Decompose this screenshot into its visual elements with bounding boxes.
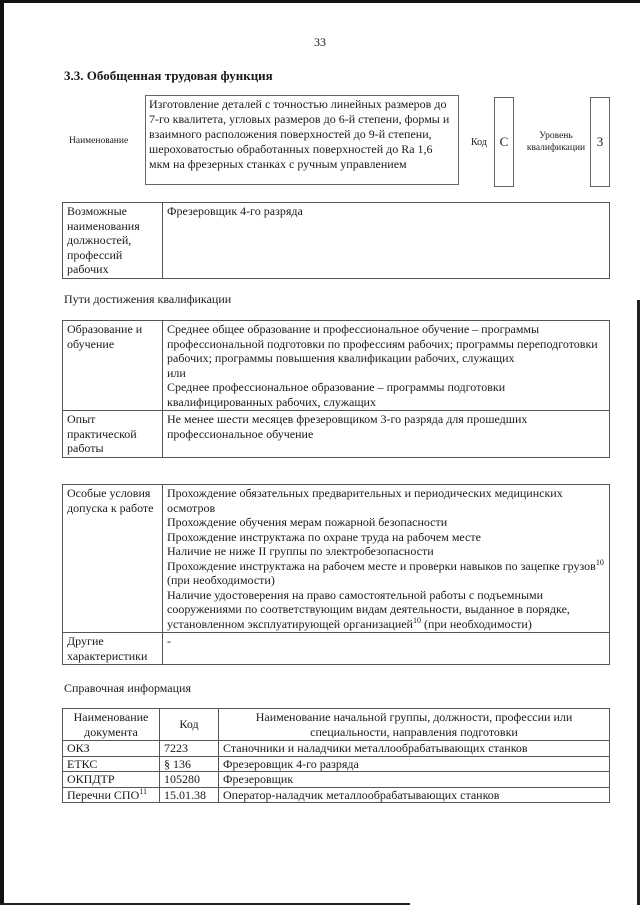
table-row xyxy=(63,787,610,803)
condition-text: Наличие удостоверения на право самостоятельной работы с подъемными сооружениями по соответствующим видам деятельности, выданное в порядке, установленном эксплуатирующей организацией xyxy=(167,587,570,631)
qualification-paths-heading: Пути достижения квалификации xyxy=(64,292,232,306)
level-label: Уровень квалификации xyxy=(526,131,586,153)
code-label: Код xyxy=(471,137,487,148)
footnote-ref: 10 xyxy=(412,615,421,625)
doc-cell: ЕТКС xyxy=(63,756,160,772)
reference-info-table xyxy=(62,708,610,803)
column-header-code: Код xyxy=(160,709,219,741)
name-cell: Станочники и наладчики металлообрабатывающих станков xyxy=(219,741,610,757)
name-cell: Фрезеровщик 4-го разряда xyxy=(219,756,610,772)
name-cell: Оператор-наладчик металлообрабатывающих станков xyxy=(219,787,610,803)
code-cell: § 136 xyxy=(160,756,219,772)
scan-border-top xyxy=(0,0,640,3)
other-characteristics-label: Другие характеристики xyxy=(63,633,163,665)
education-line: или xyxy=(167,365,186,380)
condition-line xyxy=(167,588,605,632)
table-row xyxy=(63,321,610,411)
level-box: 3 xyxy=(590,97,610,187)
condition-line xyxy=(167,559,605,588)
education-line: Среднее профессиональное образование – программы подготовки квалифицированных рабочих, служащих xyxy=(167,380,506,409)
name-cell: Фрезеровщик xyxy=(219,772,610,788)
function-name-box: Изготовление деталей с точностью линейных размеров до 7-го квалитета, угловых размеров до 6-й степени, формы и взаимного расположения поверхностей до 9-й степени, шероховатостью обработанных поверхностей до Ra 1,6 мкм на фрезерных станках с ручным управлением xyxy=(145,95,459,185)
condition-line: Прохождение обязательных предварительных и периодических медицинских осмотров xyxy=(167,486,563,515)
education-line: Среднее общее образование и профессиональное обучение – программы профессиональной подготовки по профессиям рабочих; программы переподготовки рабочих; программы повышения квалификации рабочих, служащих xyxy=(167,322,598,365)
doc-cell: ОКПДТР xyxy=(63,772,160,788)
table-row xyxy=(63,756,610,772)
table-row xyxy=(63,772,610,788)
page-number: 33 xyxy=(314,35,326,49)
footnote-ref: 10 xyxy=(595,557,604,567)
qualification-paths-table xyxy=(62,320,610,458)
doc-cell: ОКЗ xyxy=(63,741,160,757)
condition-text: Прохождение инструктажа на рабочем месте и проверки навыков по зацепке грузов xyxy=(167,558,596,573)
name-label: Наименование xyxy=(69,136,129,146)
table-header-row xyxy=(63,709,610,741)
code-cell: 15.01.38 xyxy=(160,787,219,803)
code-box: C xyxy=(494,97,514,187)
table-row xyxy=(63,411,610,458)
conditions-table xyxy=(62,484,610,665)
code-cell: 105280 xyxy=(160,772,219,788)
condition-tail: (при необходимости) xyxy=(167,573,275,587)
special-conditions-value xyxy=(163,485,610,633)
special-conditions-label: Особые условия допуска к работе xyxy=(63,485,163,633)
condition-tail: (при необходимости) xyxy=(420,616,532,631)
condition-line: Наличие не ниже II группы по электробезопасности xyxy=(167,544,434,558)
condition-line: Прохождение инструктажа по охране труда на рабочем месте xyxy=(167,529,481,544)
education-label: Образование и обучение xyxy=(63,321,163,411)
table-row xyxy=(63,485,610,633)
table-row xyxy=(63,633,610,665)
doc-text: Перечни СПО xyxy=(67,787,140,802)
education-value xyxy=(163,321,610,411)
scan-border-left xyxy=(0,0,4,905)
positions-value: Фрезеровщик 4-го разряда xyxy=(163,203,610,279)
experience-value: Не менее шести месяцев фрезеровщиком 3-го разряда для прошедших профессиональное обучение xyxy=(163,411,610,458)
other-characteristics-value: - xyxy=(163,633,610,665)
condition-line: Прохождение обучения мерам пожарной безопасности xyxy=(167,515,448,529)
section-title: 3.3. Обобщенная трудовая функция xyxy=(64,68,273,83)
column-header-name: Наименование начальной группы, должности, профессии или специальности, направления подготовки xyxy=(219,709,610,741)
footnote-ref: 11 xyxy=(139,786,147,796)
column-header-document: Наименование документа xyxy=(63,709,160,741)
code-cell: 7223 xyxy=(160,741,219,757)
positions-table xyxy=(62,202,610,279)
positions-label: Возможные наименования должностей, профессий рабочих xyxy=(63,203,163,279)
reference-info-heading: Справочная информация xyxy=(64,681,191,695)
experience-label: Опыт практической работы xyxy=(63,411,163,458)
doc-cell xyxy=(63,787,160,803)
table-row xyxy=(63,741,610,757)
table-row xyxy=(63,203,610,279)
